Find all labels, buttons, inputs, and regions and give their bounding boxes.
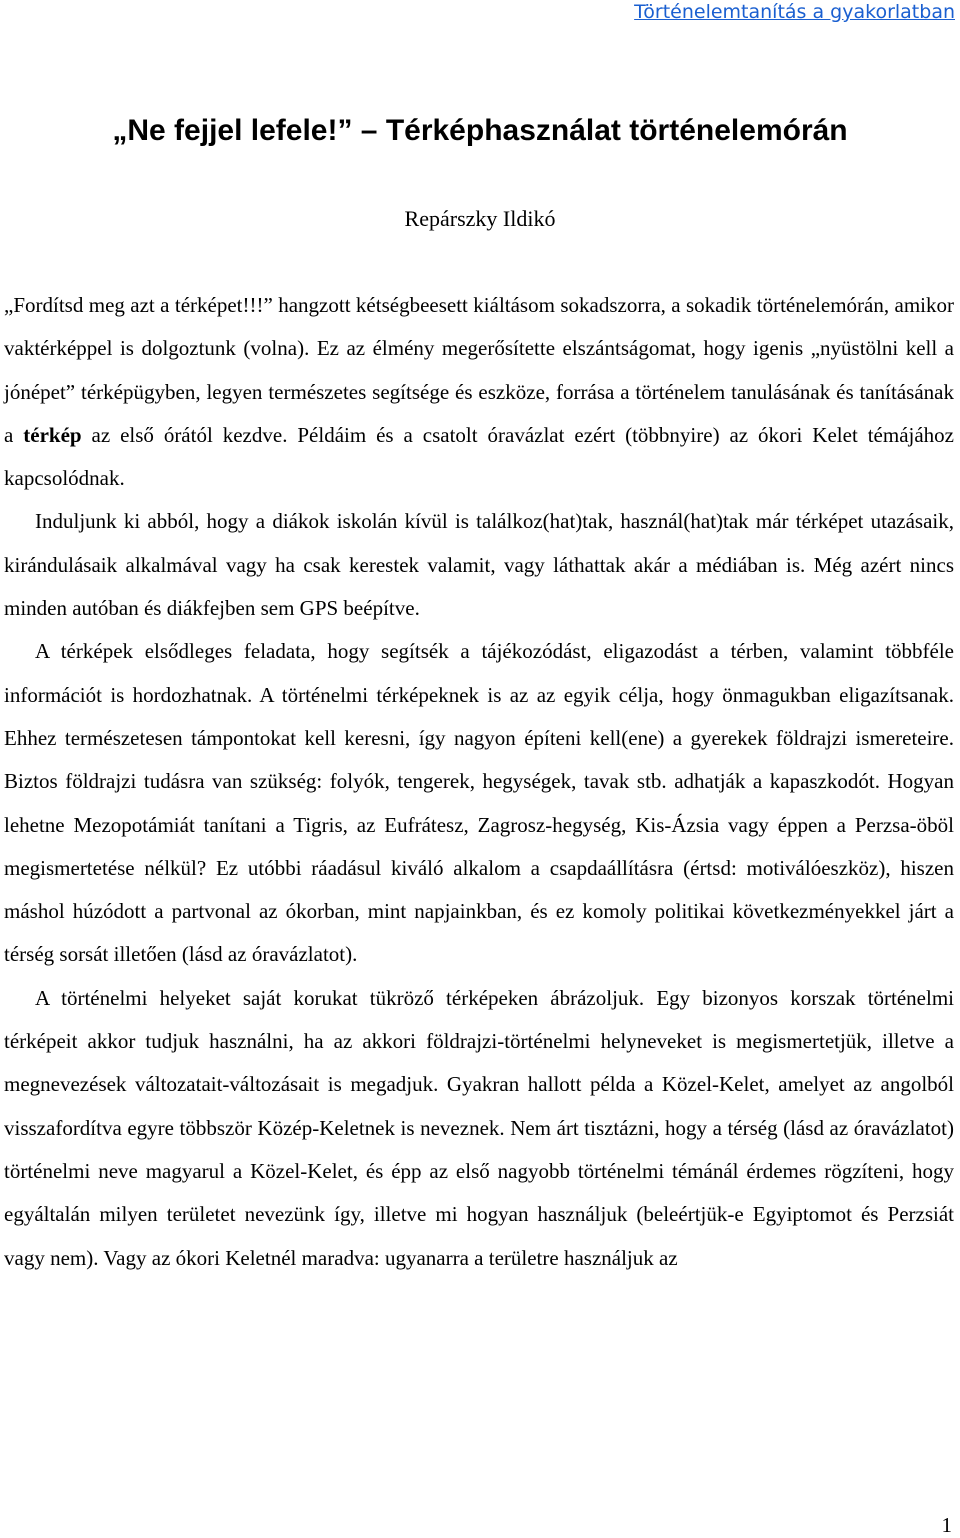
article-body <box>4 284 954 1280</box>
paragraph-4: A történelmi helyeket saját korukat tükröző térképeken ábrázoljuk. Egy bizonyos korszak történelmi térképeit akkor tudjuk használni, ha az akkori földrajzi-történelmi helyneveket is megismertetjük, illetve a megnevezések változatait-változásait is megadjuk. Gyakran hallott példa a Közel-Kelet, amelyet az angolból visszafordítva egyre többször Közép-Keletnek is neveznek. Nem árt tisztázni, hogy a térség (lásd az óravázlatot) történelmi neve magyarul a Közel-Kelet, és épp az első nagyobb történelmi témánál érdemes rögzíteni, hogy egyáltalán milyen területet nevezünk így, illetve mi hogyan használjuk (beleértjük-e Egyiptomot és Perzsiát vagy nem). Vagy az ókori Keletnél maradva: ugyanarra a területre használjuk az <box>4 985 954 1270</box>
paragraph-1-text-before: „Fordítsd meg azt a térképet!!!” hangzott kétségbeesett kiáltásom sokadszorra, a sokadik történelemórán, amikor vaktérképpel is dolgoztunk (volna). Ez az élmény megerősítette elszántságomat, hogy igenis „nyüstölni kell a jónépet” térképügyben, legyen természetes segítsége és eszköze, forrása a történelem tanulásának és tanításának a <box>4 293 954 447</box>
author-name: Repárszky Ildikó <box>404 206 556 231</box>
paragraph-3: A térképek elsődleges feladata, hogy segítsék a tájékozódást, eligazodást a térben, valamint többféle információt is hordozhatnak. A történelmi térképeknek is az az egyik célja, hogy önmagukban eligazítsanak. Ehhez természetesen támpontokat kell keresni, így nagyon építeni kell(ene) a gyerekek földrajzi ismereteire. Biztos földrajzi tudásra van szükség: folyók, tengerek, hegységek, tavak stb. adhatják a kapaszkodót. Hogyan lehetne Mezopotámiát tanítani a Tigris, az Eufrátesz, Zagrosz-hegység, Kis-Ázsia vagy éppen a Perzsa-öböl megismertetése nélkül? Ez utóbbi ráadásul kiváló alkalom a csapdaállításra (értsd: motiválóeszköz), hiszen máshol húzódott a partvonal az ókorban, mint napjainkban, és ez komoly politikai következményekkel járt a térség sorsát illetően (lásd az óravázlatot). <box>4 639 954 967</box>
paragraph-1 <box>4 284 954 500</box>
page-number: 1 <box>941 1513 952 1537</box>
page-title: „Ne fejjel lefele!” – Térképhasználat történelemórán <box>112 114 848 147</box>
header-link[interactable]: Történelemtanítás a gyakorlatban <box>634 1 955 23</box>
paragraph-1-text-after: az első órától kezdve. Példáim és a csatolt óravázlat ezért (többnyire) az ókori Kelet témájához kapcsolódnak. <box>4 422 954 491</box>
bold-term: térkép <box>23 422 82 447</box>
paragraph-2: Induljunk ki abból, hogy a diákok iskolán kívül is találkoz(hat)tak, használ(hat)tak már térképet utazásaik, kirándulásaik alkalmával vagy ha csak kerestek valamit, vagy láthattak akár a médiában is. Még azért nincs minden autóban és diákfejben sem GPS beépítve. <box>4 509 954 621</box>
